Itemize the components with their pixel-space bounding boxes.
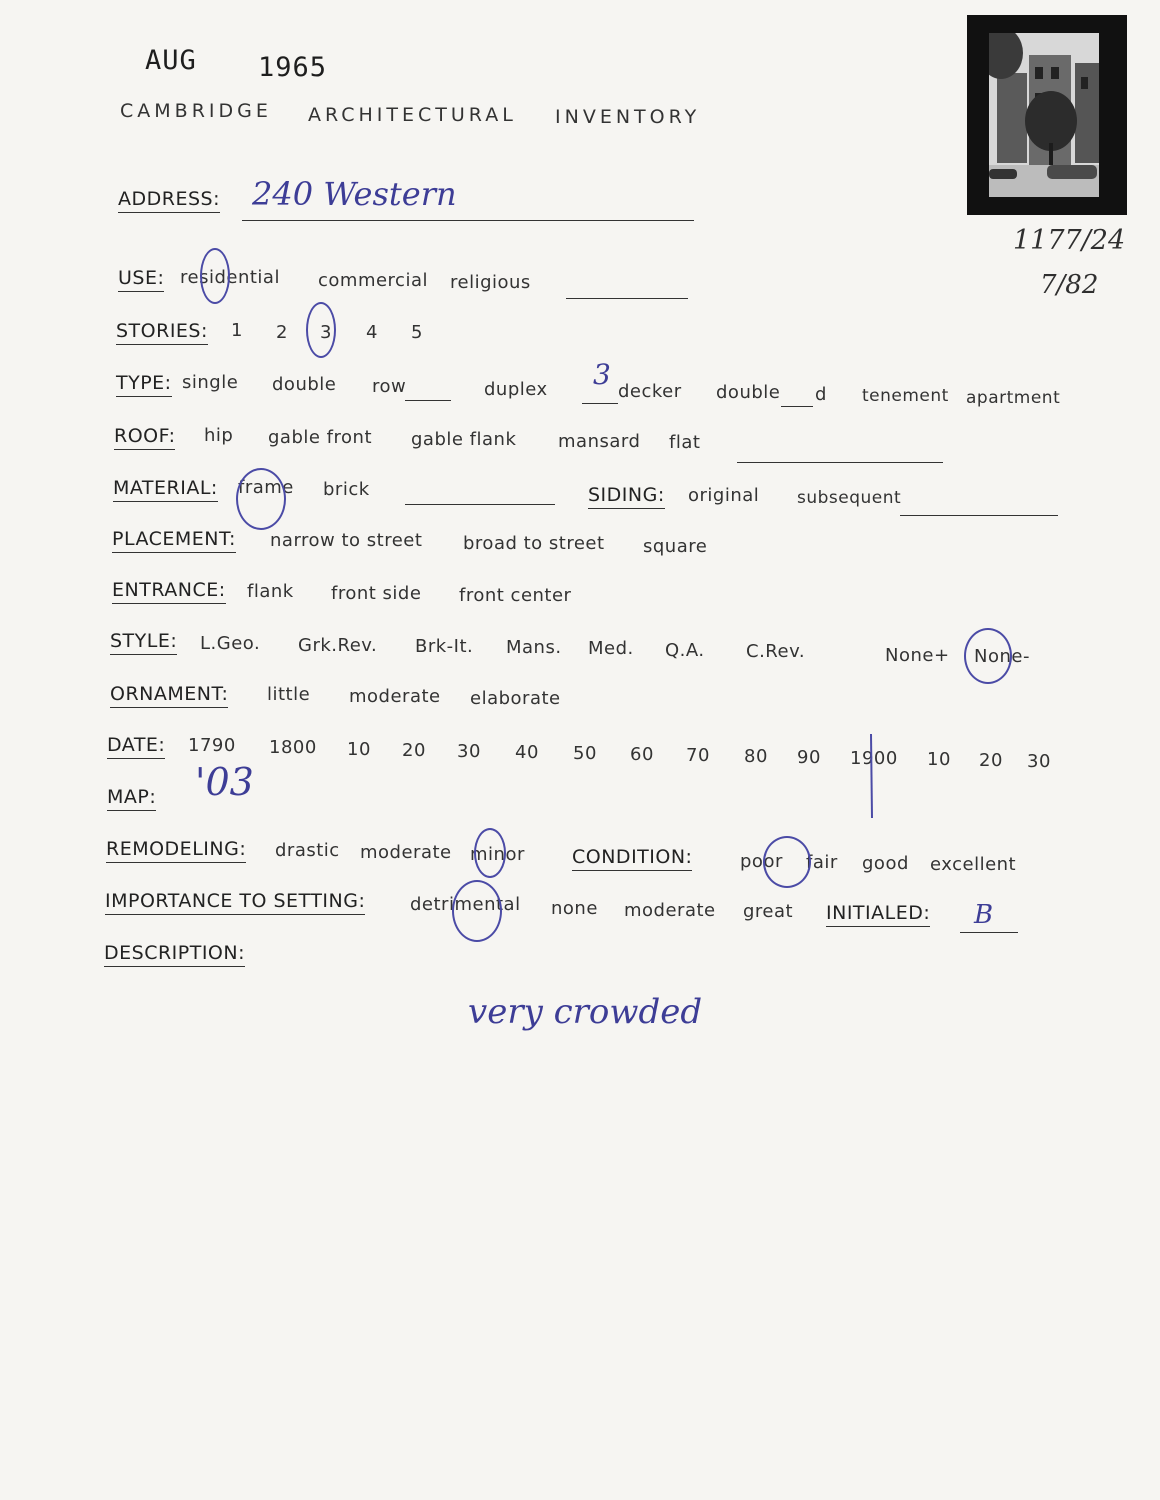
date-vertical-mark <box>862 732 882 822</box>
condition-circle-mark <box>763 836 811 888</box>
ornament-option-moderate: moderate <box>349 686 441 707</box>
stories-label: STORIES: <box>116 320 208 345</box>
material-option-brick: brick <box>323 479 370 500</box>
remodeling-option-moderate: moderate <box>360 842 452 863</box>
date-option-10: 10 <box>347 739 371 760</box>
ornament-label: ORNAMENT: <box>110 683 228 708</box>
address-label: ADDRESS: <box>118 188 220 213</box>
style-circle-mark <box>964 628 1012 684</box>
placement-option-square: square <box>643 536 708 557</box>
importance-option-great: great <box>743 901 794 922</box>
side-note-2: 7/82 <box>1040 270 1099 300</box>
stories-option-5: 5 <box>411 322 423 343</box>
use-option-residential: residential <box>180 267 280 288</box>
style-option-brkit: Brk-It. <box>415 636 474 657</box>
type-option-double: double <box>272 374 337 395</box>
siding-option-original: original <box>688 485 760 506</box>
use-option-religious: religious <box>450 272 531 293</box>
entrance-option-front-side: front side <box>331 583 422 604</box>
style-option-none-minus: None- <box>974 646 1030 667</box>
type-option-d: d <box>815 384 827 405</box>
stories-option-3: 3 <box>320 322 332 343</box>
placement-option-broad: broad to street <box>463 533 605 554</box>
type-option-single: single <box>182 372 239 393</box>
building-photo <box>967 15 1127 215</box>
type-decker-number: 3 <box>593 358 611 391</box>
stories-option-4: 4 <box>366 322 378 343</box>
stories-circle-mark <box>306 302 336 358</box>
type-double-blank <box>781 406 813 407</box>
roof-option-hip: hip <box>204 425 234 446</box>
material-blank <box>405 504 555 505</box>
date-option-30: 30 <box>457 741 481 762</box>
material-circle-mark <box>236 468 286 530</box>
ornament-option-elaborate: elaborate <box>470 688 561 709</box>
description-label: DESCRIPTION: <box>104 942 245 967</box>
type-option-double-d: double <box>716 382 781 403</box>
importance-option-detrimental: detrimental <box>410 894 521 915</box>
map-label: MAP: <box>107 786 156 811</box>
date-option-1800: 1800 <box>269 737 317 758</box>
style-option-lgeo: L.Geo. <box>200 633 261 654</box>
date-option-1920: 20 <box>979 750 1003 771</box>
entrance-option-flank: flank <box>247 581 294 602</box>
material-label: MATERIAL: <box>113 477 218 502</box>
type-row-blank <box>405 400 451 401</box>
condition-option-excellent: excellent <box>930 854 1017 875</box>
importance-label: IMPORTANCE TO SETTING: <box>105 890 365 915</box>
type-option-decker: decker <box>618 381 682 402</box>
use-blank <box>566 298 688 299</box>
placement-label: PLACEMENT: <box>112 528 236 553</box>
side-note-1: 1177/24 <box>1013 225 1126 256</box>
entrance-label: ENTRANCE: <box>112 579 226 604</box>
type-option-duplex: duplex <box>484 379 548 400</box>
date-option-80: 80 <box>744 746 768 767</box>
date-option-90: 90 <box>797 747 821 768</box>
siding-label: SIDING: <box>588 484 665 509</box>
roof-label: ROOF: <box>114 425 175 450</box>
style-option-mans: Mans. <box>506 637 562 658</box>
building-photo-image <box>989 33 1099 197</box>
type-label: TYPE: <box>116 372 172 397</box>
style-option-med: Med. <box>588 638 634 659</box>
initialed-label: INITIALED: <box>826 902 930 927</box>
date-option-1900: 1900 <box>850 748 898 769</box>
type-decker-blank <box>582 403 618 404</box>
style-option-crev: C.Rev. <box>746 641 806 662</box>
condition-option-good: good <box>862 853 909 874</box>
use-label: USE: <box>118 267 164 292</box>
type-option-apartment: apartment <box>966 388 1061 408</box>
placement-option-narrow: narrow to street <box>270 530 423 551</box>
date-option-1790: 1790 <box>188 735 236 756</box>
style-label: STYLE: <box>110 630 177 655</box>
date-label: DATE: <box>107 734 165 759</box>
condition-option-poor: poor <box>740 851 783 872</box>
use-circle-mark <box>200 248 230 304</box>
roof-option-gable-flank: gable flank <box>411 429 517 450</box>
siding-option-subsequent: subsequent <box>797 488 902 508</box>
header-word-1: CAMBRIDGE <box>120 100 272 122</box>
address-value: 240 Western <box>252 175 457 213</box>
importance-option-none: none <box>551 898 598 919</box>
importance-option-moderate: moderate <box>624 900 716 921</box>
map-value: '03 <box>195 760 254 804</box>
condition-option-fair: fair <box>806 852 838 873</box>
stamp-month: AUG <box>145 45 197 76</box>
use-option-commercial: commercial <box>318 270 428 291</box>
roof-option-gable-front: gable front <box>268 427 372 448</box>
type-option-tenement: tenement <box>862 386 949 406</box>
type-option-row: row <box>372 376 407 397</box>
material-option-frame: frame <box>238 477 294 498</box>
date-option-50: 50 <box>573 743 597 764</box>
stamp-year: 1965 <box>258 52 328 83</box>
date-option-1910: 10 <box>927 749 951 770</box>
entrance-option-front-center: front center <box>459 585 572 606</box>
address-line <box>242 220 694 221</box>
remodeling-option-drastic: drastic <box>275 840 340 861</box>
date-option-1930: 30 <box>1027 751 1051 772</box>
date-option-70: 70 <box>686 745 710 766</box>
siding-blank <box>900 515 1058 516</box>
remodeling-circle-mark <box>474 828 506 878</box>
roof-blank <box>737 462 943 463</box>
description-value: very crowded <box>468 992 703 1032</box>
date-option-20: 20 <box>402 740 426 761</box>
condition-label: CONDITION: <box>572 846 692 871</box>
initialed-value: B <box>974 900 994 930</box>
date-option-40: 40 <box>515 742 539 763</box>
importance-circle-mark <box>452 880 502 942</box>
ornament-option-little: little <box>267 684 311 705</box>
header-word-3: INVENTORY <box>555 106 701 128</box>
style-option-grkrev: Grk.Rev. <box>298 635 378 656</box>
remodeling-option-minor: minor <box>470 844 525 865</box>
stories-option-2: 2 <box>276 322 288 343</box>
header-word-2: ARCHITECTURAL <box>308 104 517 126</box>
initialed-blank <box>960 932 1018 933</box>
remodeling-label: REMODELING: <box>106 838 246 863</box>
roof-option-mansard: mansard <box>558 431 641 452</box>
style-option-none-plus: None+ <box>885 645 950 666</box>
stories-option-1: 1 <box>231 320 243 341</box>
roof-option-flat: flat <box>669 432 701 453</box>
style-option-qa: Q.A. <box>665 640 705 661</box>
date-option-60: 60 <box>630 744 654 765</box>
